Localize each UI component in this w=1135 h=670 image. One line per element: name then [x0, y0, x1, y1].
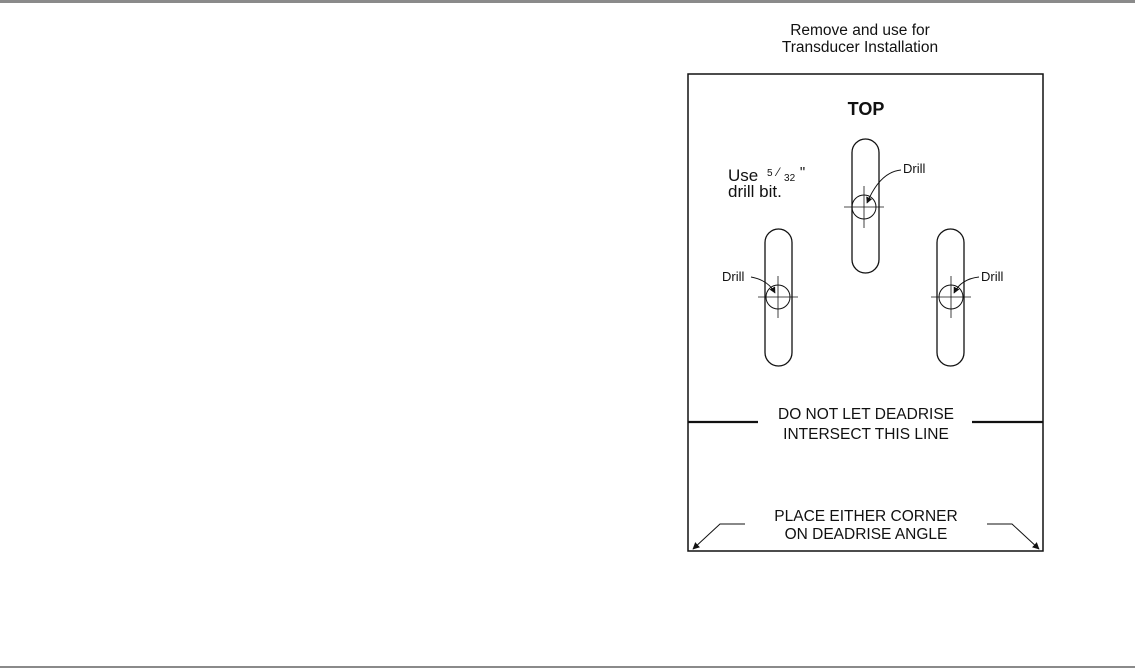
caption-line-1: Remove and use for [790, 22, 930, 39]
center-mounting-slot [844, 139, 925, 273]
corner-instruction [693, 508, 1039, 549]
drill-label-left: Drill [722, 269, 745, 284]
drill-label-center: Drill [903, 161, 926, 176]
leader-arrow [954, 277, 979, 293]
drill-bit-note [728, 161, 805, 201]
template-border [688, 74, 1043, 551]
slot-outline [937, 229, 964, 366]
left-mounting-slot [722, 229, 798, 366]
deadrise-limit-line [688, 406, 1043, 443]
drill-label-right: Drill [981, 269, 1004, 284]
corner-instruction-line-1: PLACE EITHER CORNER [774, 508, 958, 525]
deadrise-warning-line-2: INTERSECT THIS LINE [783, 426, 949, 443]
leader-arrow [751, 277, 775, 293]
top-label: TOP [847, 99, 885, 119]
slot-outline [765, 229, 792, 366]
fraction-numerator: 5 [766, 168, 773, 179]
inch-mark: " [799, 164, 806, 181]
fraction-slash: ⁄ [777, 165, 780, 179]
right-mounting-slot [931, 229, 1003, 366]
fraction-denominator: 32 [784, 173, 796, 184]
bottom-rule [0, 666, 1135, 668]
corner-arrow-right [987, 524, 1039, 549]
corner-instruction-line-2: ON DEADRISE ANGLE [784, 526, 948, 543]
drill-bit-use-text: Use [728, 166, 759, 185]
drill-bit-line-2: drill bit. [728, 182, 782, 201]
deadrise-warning-line-1: DO NOT LET DEADRISE [778, 406, 954, 423]
caption-line-2: Transducer Installation [781, 39, 939, 56]
slot-outline [852, 139, 879, 273]
corner-arrow-left [693, 524, 745, 549]
